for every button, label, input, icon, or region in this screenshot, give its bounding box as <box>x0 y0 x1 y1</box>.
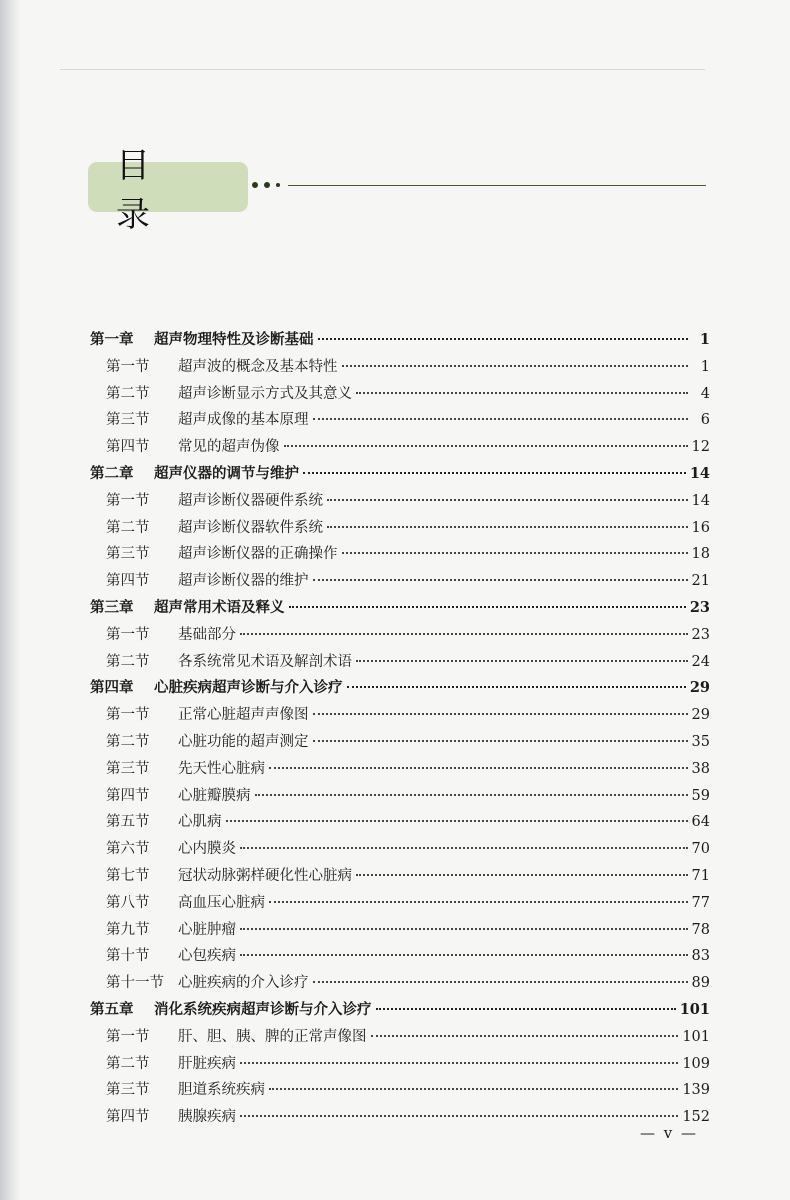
dot-leader <box>313 712 688 715</box>
dot-leader <box>356 873 688 876</box>
toc-section-entry[interactable] <box>90 435 710 462</box>
toc-page-number: 89 <box>691 975 710 992</box>
toc-entry-label <box>90 837 236 858</box>
toc-chapter-entry[interactable] <box>90 676 710 703</box>
title-rule <box>288 185 706 186</box>
dot-leader <box>240 632 688 635</box>
toc-entry-title: 超声仪器的调节与维护 <box>154 465 299 482</box>
toc-entry-title: 高血压心脏病 <box>178 894 265 911</box>
toc-entry-title: 心脏疾病超声诊断与介入诊疗 <box>154 680 343 697</box>
dot-leader <box>226 819 688 822</box>
toc-section-entry[interactable] <box>90 971 710 998</box>
toc-entry-label <box>90 355 338 376</box>
toc-entry-number: 第二节 <box>106 1055 150 1072</box>
toc-page-number: 139 <box>682 1082 710 1099</box>
toc-entry-label <box>90 918 236 939</box>
dot-leader <box>327 525 688 528</box>
toc-section-entry[interactable] <box>90 489 710 516</box>
dot-leader <box>240 846 688 849</box>
toc-page-number: 1 <box>700 358 710 375</box>
toc-entry-label <box>90 944 236 965</box>
toc-entry-number: 第二节 <box>106 653 150 670</box>
dot-leader <box>313 578 688 581</box>
toc-entry-number: 第三节 <box>106 412 150 429</box>
toc-section-entry[interactable] <box>90 784 710 811</box>
toc-section-entry[interactable] <box>90 1105 710 1132</box>
toc-entry-number: 第一节 <box>106 358 150 375</box>
toc-entry-label <box>90 810 222 831</box>
toc-entry-title: 肝脏疾病 <box>178 1055 236 1072</box>
toc-entry-title: 消化系统疾病超声诊断与介入诊疗 <box>154 1001 372 1018</box>
toc-entry-label <box>90 1025 367 1046</box>
toc-entry-title: 超声物理特性及诊断基础 <box>154 332 314 348</box>
toc-section-entry[interactable] <box>90 355 710 382</box>
toc-entry-title: 超声诊断仪器硬件系统 <box>178 492 323 509</box>
toc-entry-title: 心脏肿瘤 <box>178 921 236 938</box>
ornament-dot <box>264 182 270 188</box>
toc-entry-number: 第六节 <box>106 841 150 858</box>
toc-entry-label <box>90 784 251 805</box>
toc-page-number: 35 <box>691 733 710 750</box>
dot-leader <box>269 900 688 903</box>
toc-section-entry[interactable] <box>90 408 710 435</box>
toc-page-number: 64 <box>691 814 710 831</box>
toc-entry-number: 第四节 <box>106 439 150 456</box>
running-header-rule <box>60 69 705 70</box>
toc-entry-label <box>90 730 309 751</box>
toc-entry-number: 第一节 <box>106 1028 150 1045</box>
dot-leader <box>356 659 688 662</box>
toc-entry-label <box>90 462 299 483</box>
toc-entry-number: 第十一节 <box>106 975 164 992</box>
toc-entry-label <box>90 435 280 456</box>
dot-leader <box>371 1034 679 1037</box>
toc-section-entry[interactable] <box>90 623 710 650</box>
toc-page-number: 18 <box>691 546 710 563</box>
toc-entry-title: 正常心脏超声声像图 <box>178 707 309 724</box>
toc-page-number: 152 <box>682 1109 710 1126</box>
toc-page-number: 23 <box>689 598 710 616</box>
toc-entry-label <box>90 891 265 912</box>
toc-entry-number: 第一节 <box>106 626 150 643</box>
toc-section-entry[interactable] <box>90 1025 710 1052</box>
toc-entry-label <box>90 998 372 1019</box>
toc-entry-number: 第四节 <box>106 1109 150 1126</box>
toc-entry-label <box>90 623 236 644</box>
toc-entry-label <box>90 676 343 697</box>
toc-section-entry[interactable] <box>90 757 710 784</box>
dot-leader <box>240 927 688 930</box>
toc-entry-title: 心肌病 <box>178 814 222 831</box>
toc-entry-label <box>90 1078 265 1099</box>
ornament-dot <box>276 183 280 187</box>
dot-leader <box>342 551 688 554</box>
toc-page-number: 59 <box>691 787 710 804</box>
toc-page-number: 71 <box>691 867 710 884</box>
toc-page-number: 23 <box>691 626 710 643</box>
toc-section-entry[interactable] <box>90 703 710 730</box>
toc-entry-number: 第九节 <box>106 921 150 938</box>
toc-page-number: 12 <box>691 439 710 456</box>
toc-page-number: 14 <box>689 464 710 482</box>
toc-section-entry[interactable] <box>90 891 710 918</box>
page-title: 目 录 <box>88 162 248 212</box>
toc-entry-title: 心内膜炎 <box>178 841 236 858</box>
toc-entry-number: 第五章 <box>90 1001 134 1018</box>
toc-entry-title: 先天性心脏病 <box>178 760 265 777</box>
toc-section-entry[interactable] <box>90 918 710 945</box>
dot-leader <box>240 953 688 956</box>
toc-entry-label <box>90 408 309 429</box>
toc-entry-label <box>90 864 352 885</box>
toc-page-number: 6 <box>700 412 710 429</box>
toc-chapter-entry[interactable] <box>90 596 710 623</box>
toc-page-number: 16 <box>691 519 710 536</box>
toc-page-number: 14 <box>691 492 710 509</box>
toc-entry-number: 第四节 <box>106 787 150 804</box>
toc-page-number: 101 <box>679 1000 710 1018</box>
toc-entry-title: 超声诊断显示方式及其意义 <box>178 385 352 402</box>
toc-entry-title: 超声诊断仪器软件系统 <box>178 519 323 536</box>
dot-leader <box>313 739 688 742</box>
toc-entry-number: 第四节 <box>106 573 150 590</box>
dot-leader <box>347 685 686 688</box>
dot-leader <box>327 498 688 501</box>
page-edge-shadow <box>0 0 22 1200</box>
toc-page-number: 101 <box>682 1028 710 1045</box>
toc-section-entry[interactable] <box>90 864 710 891</box>
ornament-dot <box>252 182 258 188</box>
toc-entry-number: 第二节 <box>106 519 150 536</box>
dot-leader <box>240 1061 678 1064</box>
toc-entry-number: 第一章 <box>90 332 134 348</box>
toc-entry-number: 第三节 <box>106 1082 150 1099</box>
toc-entry-label <box>90 650 352 671</box>
table-of-contents <box>90 328 710 1132</box>
toc-entry-title: 各系统常见术语及解剖术语 <box>178 653 352 670</box>
toc-chapter-entry[interactable] <box>90 998 710 1025</box>
toc-entry-title: 心包疾病 <box>178 948 236 965</box>
dot-leader <box>342 364 689 367</box>
toc-section-entry[interactable] <box>90 1078 710 1105</box>
toc-entry-title: 肝、胆、胰、脾的正常声像图 <box>178 1028 367 1045</box>
toc-entry-label <box>90 516 323 537</box>
toc-entry-number: 第二节 <box>106 733 150 750</box>
toc-page-number: 1 <box>699 331 710 348</box>
toc-entry-label <box>90 757 265 778</box>
toc-section-entry[interactable] <box>90 516 710 543</box>
toc-entry-number: 第一节 <box>106 707 150 724</box>
toc-entry-number: 第二节 <box>106 385 150 402</box>
toc-page-number: 77 <box>691 894 710 911</box>
toc-section-entry[interactable] <box>90 542 710 569</box>
dot-leader <box>284 444 688 447</box>
toc-entry-title: 常见的超声伪像 <box>178 439 280 456</box>
toc-entry-number: 第五节 <box>106 814 150 831</box>
toc-entry-title: 超声波的概念及基本特性 <box>178 358 338 375</box>
toc-page-number: 38 <box>691 760 710 777</box>
toc-entry-title: 冠状动脉粥样硬化性心脏病 <box>178 867 352 884</box>
toc-entry-title: 超声诊断仪器的维护 <box>178 573 309 590</box>
dot-leader <box>240 1114 678 1117</box>
toc-page-number: 29 <box>689 679 710 697</box>
toc-entry-number: 第三节 <box>106 546 150 563</box>
page-number-footer: — v — <box>640 1124 699 1142</box>
toc-page-number: 21 <box>691 573 710 590</box>
toc-entry-title: 超声成像的基本原理 <box>178 412 309 429</box>
toc-entry-label <box>90 382 352 403</box>
toc-entry-label <box>90 703 309 724</box>
toc-section-entry[interactable] <box>90 944 710 971</box>
toc-entry-label <box>90 542 338 563</box>
toc-entry-title: 基础部分 <box>178 626 236 643</box>
dot-leader <box>313 980 688 983</box>
toc-chapter-entry[interactable] <box>90 462 710 489</box>
dot-leader <box>376 1007 676 1010</box>
toc-section-entry[interactable] <box>90 569 710 596</box>
toc-page-number: 29 <box>691 707 710 724</box>
toc-entry-number: 第三章 <box>90 599 134 616</box>
toc-entry-title: 胆道系统疾病 <box>178 1082 265 1099</box>
dot-leader <box>313 417 689 420</box>
dot-leader <box>303 471 686 474</box>
toc-section-entry[interactable] <box>90 650 710 677</box>
toc-page-number: 70 <box>691 841 710 858</box>
dot-leader <box>289 605 686 608</box>
dot-leader <box>356 391 688 394</box>
toc-entry-title: 超声诊断仪器的正确操作 <box>178 546 338 563</box>
toc-entry-number: 第十节 <box>106 948 150 965</box>
toc-page-number: 4 <box>700 385 710 402</box>
title-dots-ornament <box>252 182 280 188</box>
toc-section-entry[interactable] <box>90 837 710 864</box>
toc-entry-number: 第四章 <box>90 680 134 697</box>
toc-entry-title: 心脏疾病的介入诊疗 <box>178 975 309 992</box>
toc-page-number: 83 <box>691 948 710 965</box>
toc-entry-label <box>90 489 323 510</box>
dot-leader <box>318 337 689 340</box>
dot-leader <box>269 766 688 769</box>
toc-entry-number: 第一节 <box>106 492 150 509</box>
toc-entry-label <box>90 328 314 349</box>
toc-entry-number: 第八节 <box>106 894 150 911</box>
toc-entry-label <box>90 596 285 617</box>
toc-page-number: 78 <box>691 921 710 938</box>
toc-entry-number: 第三节 <box>106 760 150 777</box>
dot-leader <box>269 1087 678 1090</box>
toc-entry-label <box>90 569 309 590</box>
toc-entry-label <box>90 1105 236 1126</box>
toc-entry-number: 第二章 <box>90 465 134 482</box>
toc-entry-title: 超声常用术语及释义 <box>154 599 285 616</box>
toc-section-entry[interactable] <box>90 810 710 837</box>
toc-entry-label <box>90 1052 236 1073</box>
toc-entry-title: 胰腺疾病 <box>178 1109 236 1126</box>
toc-entry-title: 心脏功能的超声测定 <box>178 733 309 750</box>
toc-page-number: 109 <box>682 1055 710 1072</box>
toc-entry-label <box>90 971 309 992</box>
toc-entry-number: 第七节 <box>106 867 150 884</box>
toc-section-entry[interactable] <box>90 730 710 757</box>
dot-leader <box>255 793 688 796</box>
toc-entry-title: 心脏瓣膜病 <box>178 787 251 804</box>
toc-section-entry[interactable] <box>90 1052 710 1079</box>
toc-section-entry[interactable] <box>90 382 710 409</box>
toc-chapter-entry[interactable] <box>90 328 710 355</box>
toc-page-number: 24 <box>691 653 710 670</box>
